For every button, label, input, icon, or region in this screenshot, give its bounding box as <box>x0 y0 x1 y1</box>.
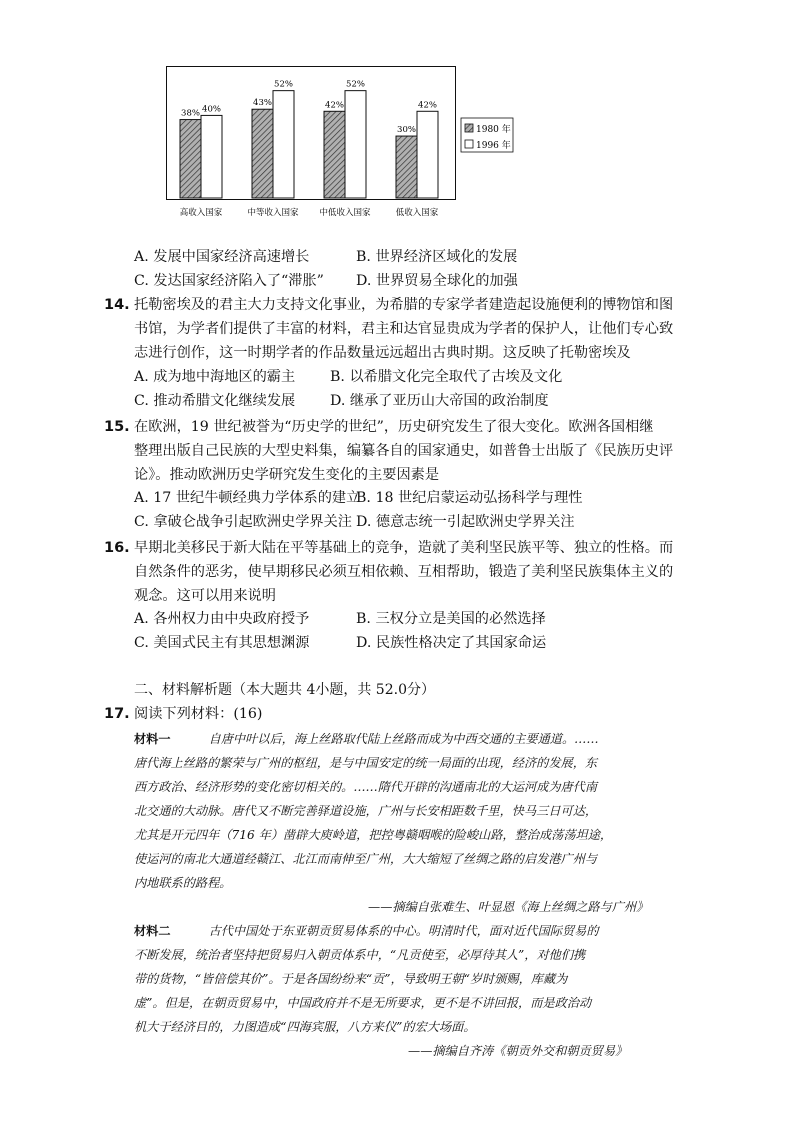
q15-option-b[interactable] <box>356 488 582 508</box>
legend-label-0: 1980 年 <box>476 125 511 135</box>
material-1-line-4: 北交通的大动脉。唐代又不断完善驿道设施，广州与长安相距数千里，快马三日可达， <box>134 804 598 818</box>
bar-label-1980-0: 38% <box>181 108 200 119</box>
bar-label-1980-1: 43% <box>253 98 272 109</box>
bar-1996-3 <box>417 111 438 198</box>
q14-option-c[interactable] <box>134 391 295 411</box>
material-2-line-1 <box>134 921 599 941</box>
bar-1980-0 <box>180 120 201 198</box>
material-1-line-3: 西方政治、经济形势的变化密切相关的。……隋代开辟的沟通南北的大运河成为唐代南 <box>134 780 598 794</box>
legend-swatch-0 <box>465 124 473 132</box>
q17-number: 17. <box>104 706 130 722</box>
category-label-0: 高收入国家 <box>179 208 223 218</box>
q17-prompt: 阅读下列材料：(16) <box>134 706 263 722</box>
q15-option-a[interactable] <box>134 488 360 508</box>
q16-stem-line-1: 早期北美移民于新大陆在平等基础上的竞争，造就了美利坚民族平等、独立的性格。而 <box>134 540 674 556</box>
q15-option-d[interactable] <box>356 512 575 532</box>
bar-label-1996-0: 40% <box>202 104 221 115</box>
q14-number: 14. <box>104 297 130 313</box>
q15-number: 15. <box>104 419 130 435</box>
material-2-text-1: 古代中国处于东亚朝贡贸易体系的中心。明清时代，面对近代国际贸易的 <box>208 924 599 938</box>
material-2-line-5: 机大于经济目的，力图造成“四海宾服，八方来仪”的宏大场面。 <box>134 1020 476 1034</box>
q16-option-a-text: A. 各州权力由中央政府授予 <box>134 611 310 627</box>
income-bar-chart <box>166 66 516 222</box>
q16-option-c[interactable] <box>134 633 309 653</box>
bar-1980-1 <box>252 109 273 198</box>
bar-1996-1 <box>273 91 294 198</box>
bar-label-1996-3: 42% <box>418 100 437 111</box>
q13-option-a[interactable] <box>134 247 309 267</box>
q15-option-a-text: A. 17 世纪牛顿经典力学体系的建立 <box>134 490 361 506</box>
bar-1980-2 <box>324 111 345 198</box>
material-1-line-2: 唐代海上丝路的繁荣与广州的枢纽，是与中国安定的统一局面的出现，经济的发展，东 <box>134 756 598 770</box>
q14-option-c-text: C. 推动希腊文化继续发展 <box>134 393 296 409</box>
q14-option-b-text: B. 以希腊文化完全取代了古埃及文化 <box>330 369 563 385</box>
q14-stem-line-3: 志进行创作，这一时期学者的作品数量远远超出古典时期。这反映了托勒密埃及 <box>134 345 631 361</box>
q15-option-d-text: D. 德意志统一引起欧洲史学界关注 <box>356 514 575 530</box>
q16-option-d[interactable] <box>356 633 546 653</box>
q16-option-d-text: D. 民族性格决定了其国家命运 <box>356 635 547 651</box>
q13-option-d-text: D. 世界贸易全球化的加强 <box>356 273 518 289</box>
q14-stem-line-1: 托勒密埃及的君主大力支持文化事业，为希腊的专家学者建造起设施便利的博物馆和图 <box>134 297 674 313</box>
material-2-label: 材料二 <box>134 924 171 938</box>
q15-option-c-text: C. 拿破仑战争引起欧洲史学界关注 <box>134 514 352 530</box>
q14-option-b[interactable] <box>330 367 562 387</box>
bar-label-1980-2: 42% <box>325 100 344 111</box>
q16-option-b[interactable] <box>356 609 546 629</box>
q15-stem-line-1: 在欧洲，19 世纪被誉为“历史学的世纪”，历史研究发生了很大变化。欧洲各国相继 <box>134 419 654 435</box>
material-1-line-6: 使运河的南北大通道经赣江、北江而南伸至广州，大大缩短了丝绸之路的启发港广州与 <box>134 852 598 866</box>
chart-legend <box>461 118 513 152</box>
material-2-line-2: 不断发展，统治者坚持把贸易归入朝贡体系中，“凡贡使至，必厚待其人”，对他们携 <box>134 948 586 962</box>
category-label-1: 中等收入国家 <box>247 208 299 218</box>
material-1-line-1 <box>134 729 599 749</box>
bar-label-1996-2: 52% <box>346 79 365 90</box>
material-2-line-3: 带的货物，“皆倍偿其价”。于是各国纷纷来“贡”，导致明王朝“岁时颁赐，库藏为 <box>134 972 568 986</box>
category-label-3: 低收入国家 <box>395 208 439 218</box>
q13-option-c[interactable] <box>134 271 324 291</box>
q14-option-a-text: A. 成为地中海地区的霸主 <box>134 369 296 385</box>
q13-option-b[interactable] <box>356 247 517 267</box>
q15-stem-line-3: 论》。推动欧洲历史学研究发生变化的主要因素是 <box>134 467 440 483</box>
q16-stem-line-2: 自然条件的恶劣，使早期移民必须互相依赖、互相帮助，锻造了美利坚民族集体主义的 <box>134 564 674 580</box>
q13-option-c-text: C. 发达国家经济陷入了“滞胀” <box>134 273 324 289</box>
bar-1980-3 <box>396 136 417 198</box>
q16-option-b-text: B. 三权分立是美国的必然选择 <box>356 611 546 627</box>
q15-stem-line-2: 整理出版自己民族的大型史料集，编纂各自的国家通史，如普鲁士出版了《民族历史评 <box>134 443 674 459</box>
bar-label-1996-1: 52% <box>274 79 293 90</box>
q14-option-a[interactable] <box>134 367 295 387</box>
q13-option-a-text: A. 发展中国家经济高速增长 <box>134 249 310 265</box>
q16-option-c-text: C. 美国式民主有其思想渊源 <box>134 635 310 651</box>
material-2-line-4: 虚”。但是，在朝贡贸易中，中国政府并不是无所要求，更不是不讲回报，而是政治动 <box>134 996 592 1010</box>
q16-number: 16. <box>104 540 130 556</box>
material-1-line-7: 内地联系的路程。 <box>134 876 232 890</box>
section-2-title: 二、材料解析题（本大题共 4小题，共 52.0分） <box>134 682 435 698</box>
legend-label-1: 1996 年 <box>476 141 511 151</box>
q15-option-c[interactable] <box>134 512 352 532</box>
bar-label-1980-3: 30% <box>397 125 416 136</box>
legend-swatch-1 <box>465 140 473 148</box>
material-1-line-5: 尤其是开元四年（716 年）凿辟大庾岭道，把控粤赣咽喉的险峻山路，整治成荡荡坦途， <box>134 828 613 842</box>
q15-option-b-text: B. 18 世纪启蒙运动弘扬科学与理性 <box>356 490 583 506</box>
material-1-source: ——摘编自张难生、叶显恩《海上丝绸之路与广州》 <box>368 900 649 914</box>
bar-1996-2 <box>345 91 366 198</box>
q16-option-a[interactable] <box>134 609 309 629</box>
q14-stem-line-2: 书馆，为学者们提供了丰富的材料，君主和达官显贵成为学者的保护人，让他们专心致 <box>134 321 674 337</box>
material-1-text-1: 自唐中叶以后，海上丝路取代陆上丝路而成为中西交通的主要通道。…… <box>208 732 599 746</box>
material-1-label: 材料一 <box>134 732 171 746</box>
q13-option-b-text: B. 世界经济区域化的发展 <box>356 249 518 265</box>
q14-option-d-text: D. 继承了亚历山大帝国的政治制度 <box>330 393 549 409</box>
q14-option-d[interactable] <box>330 391 549 411</box>
category-label-2: 中低收入国家 <box>319 208 371 218</box>
q13-option-d[interactable] <box>356 271 518 291</box>
material-2-source: ——摘编自齐涛《朝贡外交和朝贡贸易》 <box>408 1044 628 1058</box>
q16-stem-line-3: 观念。这可以用来说明 <box>134 588 276 604</box>
bar-1996-0 <box>201 115 222 198</box>
